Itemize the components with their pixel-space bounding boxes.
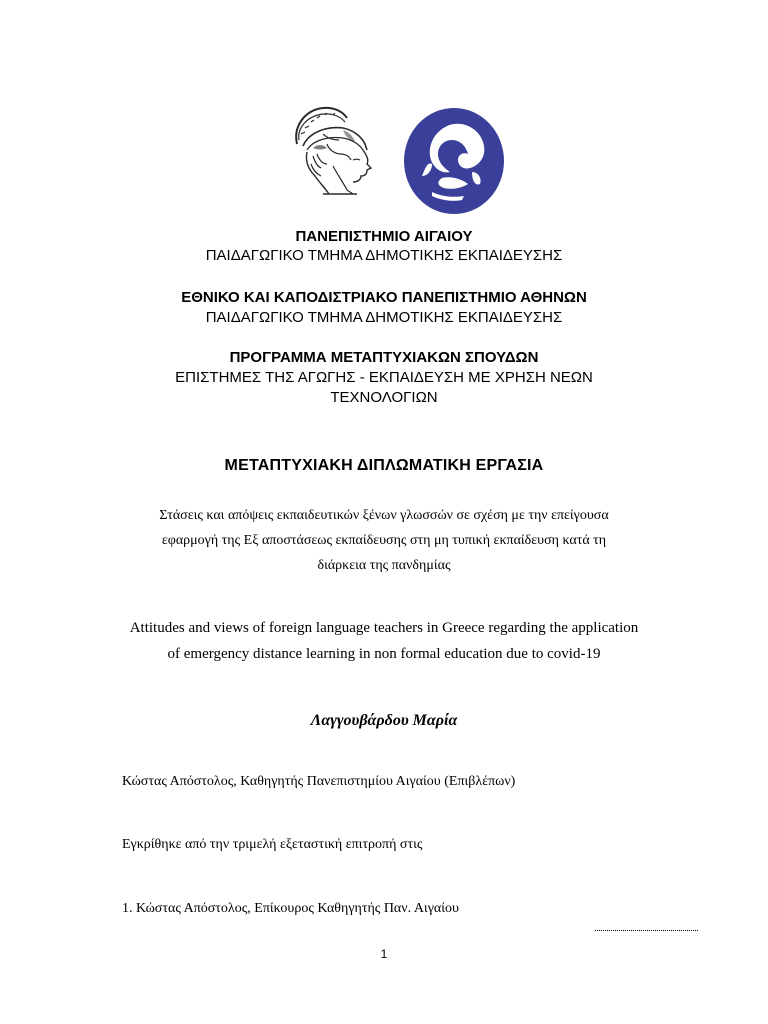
aegean-seal-icon <box>402 106 506 216</box>
greek-title-line-3: διάρκεια της πανδημίας <box>317 558 451 573</box>
program-line-2: ΤΕΧΝΟΛΟΓΙΩΝ <box>330 389 438 406</box>
english-title-line-1: Attitudes and views of foreign language teachers in Greece regarding the application <box>129 620 639 636</box>
greek-title-line-1: Στάσεις και απόψεις εκπαιδευτικών ξένων γλωσσών σε σχέση με την επείγουσα <box>159 508 609 523</box>
supervisor-line: Κώστας Απόστολος, Καθηγητής Πανεπιστημίου Αιγαίου (Επιβλέπων) <box>122 774 516 789</box>
approval-line: Εγκρίθηκε από την τριμελή εξεταστική επιτροπή στις <box>122 837 423 852</box>
english-title-line-2: of emergency distance learning in non formal education due to covid-19 <box>167 646 601 662</box>
university1-name: ΠΑΝΕΠΙΣΤΗΜΙΟ ΑΙΓΑΙΟΥ <box>295 228 473 245</box>
university2-name: ΕΘΝΙΚΟ ΚΑΙ ΚΑΠΟΔΙΣΤΡΙΑΚΟ ΠΑΝΕΠΙΣΤΗΜΙΟ ΑΘΗΝΩΝ <box>181 289 587 306</box>
page-number: 1 <box>380 947 388 961</box>
program-line-1: ΕΠΙΣΤΗΜΕΣ ΤΗΣ ΑΓΩΓΗΣ - ΕΚΠΑΙΔΕΥΣΗ ΜΕ ΧΡΗΣΗ ΝΕΩΝ <box>175 369 593 386</box>
thesis-type-heading: ΜΕΤΑΠΤΥΧΙΑΚΗ ΔΙΠΛΩΜΑΤΙΚΗ ΕΡΓΑΣΙΑ <box>224 457 544 474</box>
program-name: ΠΡΟΓΡΑΜΜΑ ΜΕΤΑΠΤΥΧΙΑΚΩΝ ΣΠΟΥΔΩΝ <box>229 349 539 366</box>
athena-logo-icon <box>283 104 379 198</box>
signature-dotted-line <box>595 930 698 931</box>
university1-department: ΠΑΙΔΑΓΩΓΙΚΟ ΤΜΗΜΑ ΔΗΜΟΤΙΚΗΣ ΕΚΠΑΙΔΕΥΣΗΣ <box>205 247 563 264</box>
committee-member-1: 1. Κώστας Απόστολος, Επίκουρος Καθηγητής Παν. Αιγαίου <box>122 901 459 916</box>
greek-title-line-2: εφαρμογή της Εξ αποστάσεως εκπαίδευσης στη μη τυπική εκπαίδευση κατά τη <box>161 533 607 548</box>
university-logos <box>0 104 768 216</box>
author-name: Λαγγουβάρδου Μαρία <box>310 712 458 729</box>
university2-department: ΠΑΙΔΑΓΩΓΙΚΟ ΤΜΗΜΑ ΔΗΜΟΤΙΚΗΣ ΕΚΠΑΙΔΕΥΣΗΣ <box>205 309 563 326</box>
